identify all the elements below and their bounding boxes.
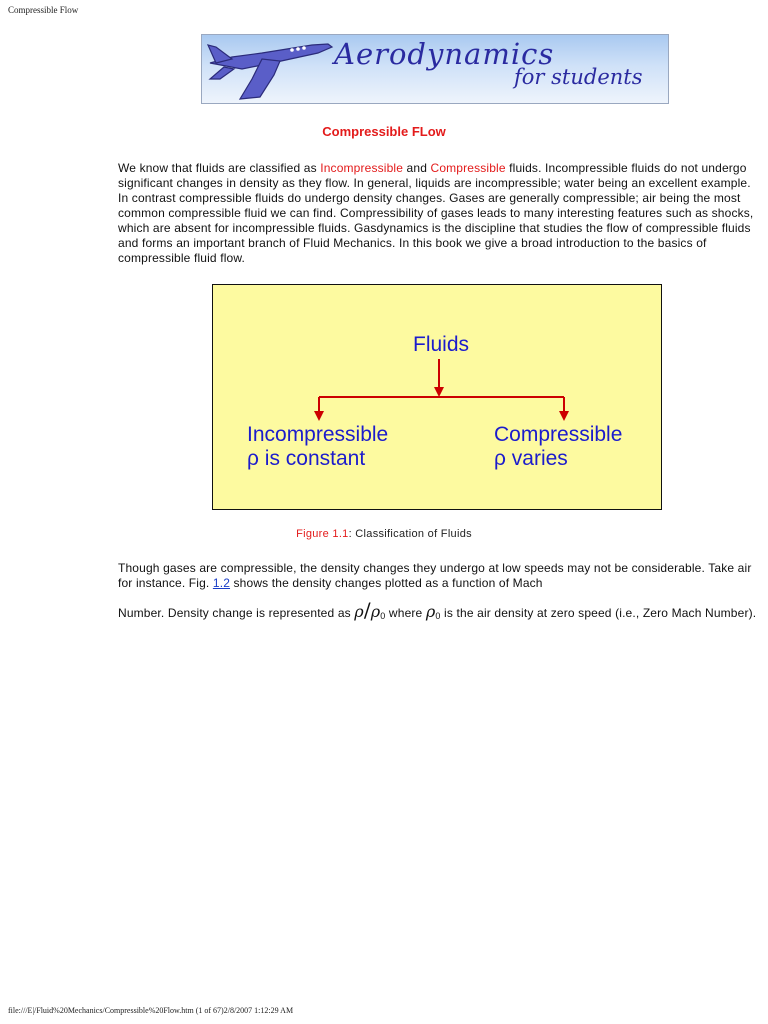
rho0b-subscript: 0 — [435, 611, 441, 621]
figure-caption-text: : Classification of Fluids — [348, 528, 472, 540]
rho0-subscript: 0 — [380, 611, 386, 621]
compressible-rule: ρ varies — [494, 447, 568, 470]
figure-caption-label: Figure 1.1 — [296, 528, 349, 540]
site-banner — [201, 34, 669, 104]
classification-arrows — [213, 285, 661, 509]
banner-title: Aerodynamics — [334, 37, 555, 71]
ratio-slash: / — [363, 598, 371, 622]
term-compressible: Compressible — [430, 161, 506, 175]
figure-root-label: Fluids — [413, 333, 470, 356]
fluid-classification-figure — [212, 284, 662, 510]
figure-1-2-link[interactable]: 1.2 — [212, 576, 231, 590]
density-formula-line — [118, 598, 758, 628]
density-formula-intro: Number. Density change is represented as — [118, 606, 355, 620]
page-title: Compressible FLow — [322, 124, 446, 139]
density-paragraph — [118, 561, 758, 591]
density-text-d: is the air density at zero speed (i.e., Zero Mach Number). — [440, 606, 757, 620]
page-footer: file:///E|/Fluid%20Mechanics/Compressible%20Flow.htm (1 of 67)2/8/2007 1:12:29 AM — [8, 1006, 294, 1015]
density-text-a: Though gases are compressible, the density changes they undergo at low speeds may not be considerable. Take air for instance. Fig. — [118, 561, 752, 590]
intro-paragraph — [118, 161, 758, 266]
page-header: Compressible Flow — [8, 5, 79, 15]
intro-text-b: and — [403, 161, 431, 175]
intro-text-c: fluids. Incompressible fluids do not undergo significant changes in density as they flow. In general, liquids are incompressible; water being an excellent example. In contrast compressible fluids do undergo density changes. Gases are generally compressible; air being the most common compressible fluid we can find. Compressibility of gases leads to many interesting features such as shocks, which are absent for incompressible fluids. Gasdynamics is the discipline that studies the flow of compressible fluids and forms an important branch of Fluid Mechanics. In this book we give a broad introduction to the basics of compressible fluid flow. — [118, 161, 754, 265]
compressible-label: Compressible — [494, 423, 623, 446]
intro-text-a: We know that fluids are classified as — [118, 161, 321, 175]
rho-symbol: ρ — [354, 602, 364, 621]
density-text-c: where — [385, 606, 426, 620]
term-incompressible: Incompressible — [320, 161, 404, 175]
density-text-b: shows the density changes plotted as a function of Mach — [230, 576, 543, 590]
figure-caption — [0, 528, 768, 540]
rho0-symbol: ρ — [370, 602, 381, 621]
banner-subtitle: for students — [514, 65, 643, 89]
incompressible-rule: ρ is constant — [247, 447, 366, 470]
incompressible-label: Incompressible — [247, 423, 389, 446]
rho0b-symbol: ρ — [425, 602, 436, 621]
